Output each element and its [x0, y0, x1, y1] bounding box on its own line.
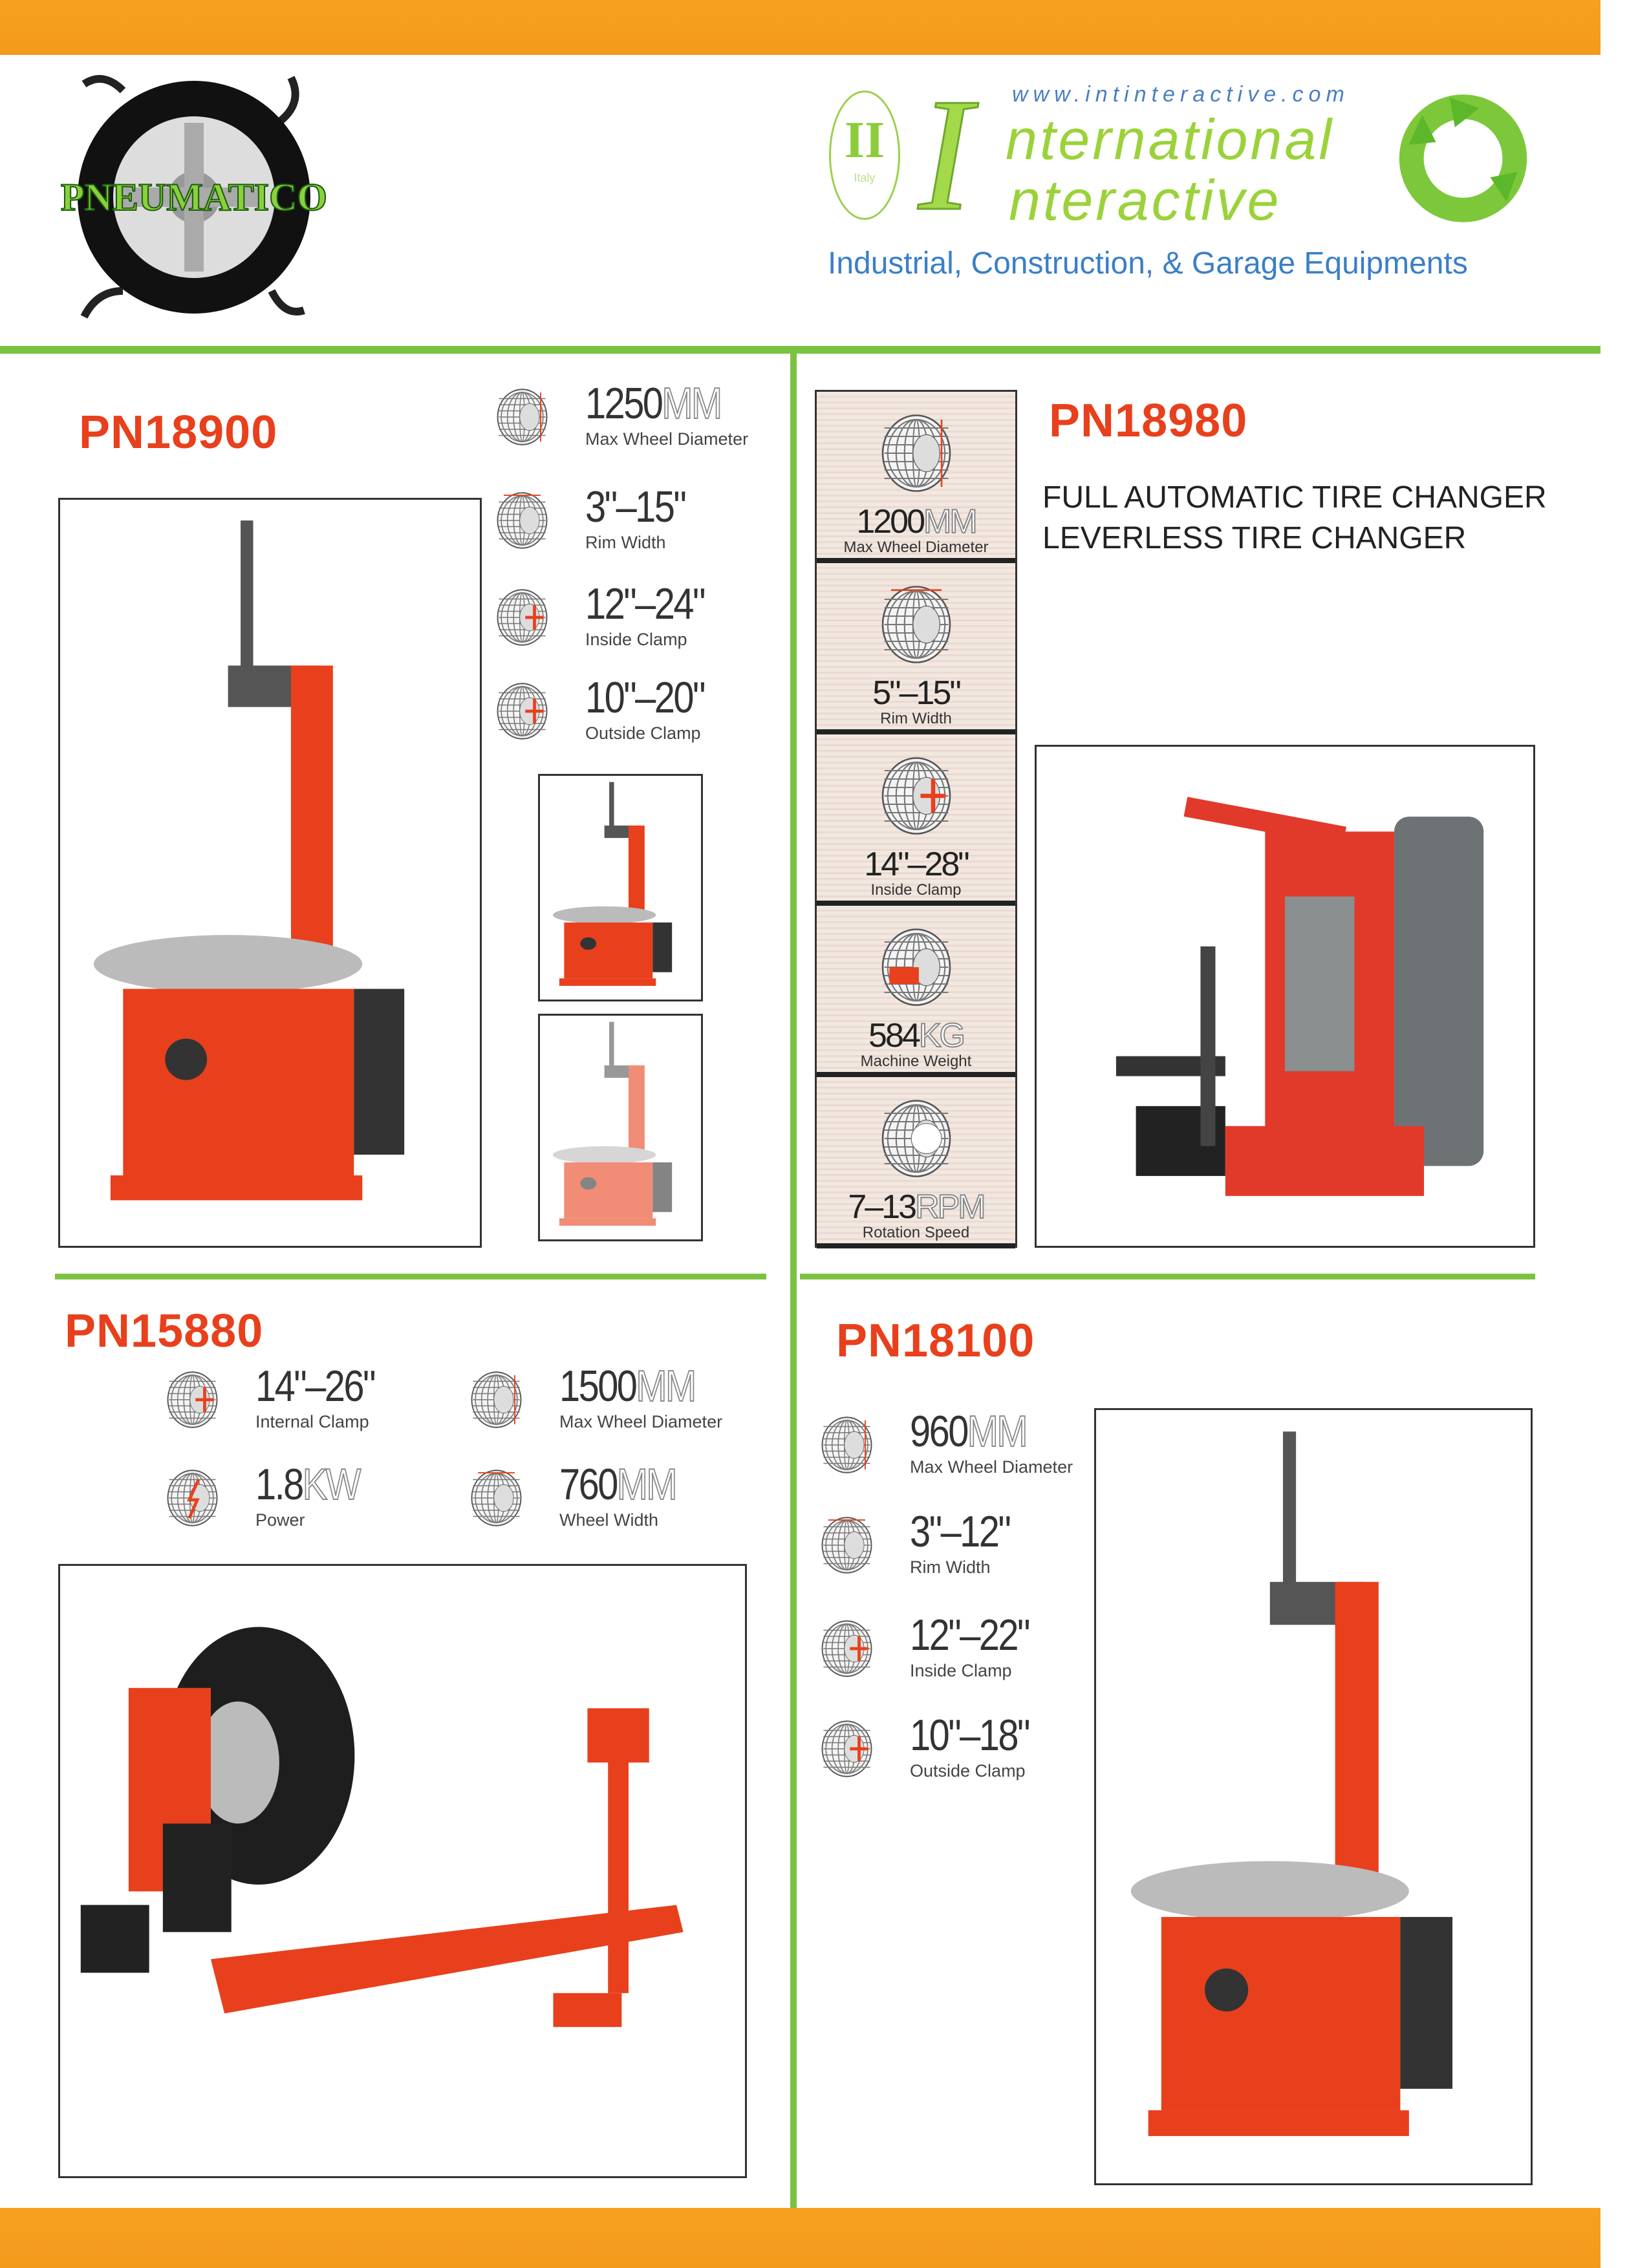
model-title: PN18900 [79, 407, 278, 458]
tire-rim-width-icon [466, 1462, 527, 1534]
spec-item [817, 392, 1015, 563]
tire-gauge-icon [874, 1090, 958, 1187]
product-photo-detail [538, 774, 703, 1001]
spec-value: 1250MM [585, 379, 721, 428]
spec-item [491, 381, 748, 453]
brand-line-1: nternational [1006, 107, 1334, 171]
spec-item [817, 734, 1015, 906]
spec-label: Max Wheel Diameter [910, 1457, 1073, 1477]
spec-column [815, 390, 1017, 1248]
spec-item [491, 482, 703, 556]
spec-value: 12"–22" [910, 1610, 1029, 1660]
spec-label: Wheel Width [559, 1510, 659, 1530]
spec-value: 10"–18" [910, 1711, 1029, 1760]
spec-item [466, 1364, 722, 1435]
spec-label: Outside Clamp [910, 1761, 1026, 1781]
tire-inside-clamp-icon [162, 1364, 223, 1435]
spec-label: Rim Width [910, 1557, 991, 1577]
product-photo-main [1094, 1408, 1533, 2185]
spec-value: 14"–28" [864, 846, 968, 883]
tire-rim-width-icon [874, 576, 958, 673]
bottom-banner [0, 2208, 1600, 2268]
spec-label: Rim Width [585, 533, 666, 552]
tire-rim-width-icon [816, 1510, 878, 1581]
spec-value: 960MM [910, 1407, 1027, 1456]
tire-outside-clamp-icon [816, 1713, 878, 1784]
spec-value: 1.8KW [255, 1460, 360, 1509]
spec-item [491, 579, 725, 653]
tire-power-icon [162, 1462, 223, 1534]
spec-label: Max Wheel Diameter [843, 539, 989, 556]
spec-label: Inside Clamp [585, 630, 687, 649]
spec-value: 7–13RPM [848, 1188, 984, 1226]
spec-value: 584KG [868, 1017, 964, 1054]
spec-label: Power [255, 1510, 305, 1530]
header-divider [0, 346, 1600, 354]
tire-diameter-icon [874, 405, 958, 502]
spec-value: 3"–15" [585, 482, 685, 531]
logo-text: PNEUMATICO [60, 176, 328, 219]
spec-label: Machine Weight [860, 1053, 972, 1070]
spec-value: 5"–15" [872, 674, 960, 712]
tire-inside-clamp-icon [491, 582, 553, 653]
spec-item [816, 1713, 1050, 1784]
spec-label: Outside Clamp [585, 723, 701, 743]
tire-weight-icon [874, 919, 958, 1016]
spec-item [162, 1364, 395, 1435]
badge-country: Italy [854, 171, 876, 184]
spec-item [162, 1462, 378, 1534]
spec-value: 10"–20" [585, 673, 704, 722]
product-photo-detail [538, 1014, 703, 1241]
spec-value: 3"–12" [910, 1507, 1010, 1556]
spec-value: 1200MM [856, 503, 976, 540]
spec-item [491, 673, 725, 747]
spec-item [816, 1507, 1028, 1581]
spec-value: 12"–24" [585, 579, 704, 628]
tire-changer-machine [540, 776, 701, 1000]
spec-item [817, 1077, 1015, 1248]
spec-label: Inside Clamp [870, 881, 962, 899]
model-title: PN15880 [65, 1305, 264, 1357]
spec-label: Rotation Speed [862, 1224, 970, 1241]
tire-changer-machine [60, 500, 480, 1246]
spec-label: Internal Clamp [255, 1412, 369, 1431]
product-photo-main [58, 1564, 747, 2178]
spec-item [466, 1462, 696, 1534]
tagline: Industrial, Construction, & Garage Equipments [828, 246, 1468, 281]
tire-rim-width-icon [491, 485, 553, 556]
tire-changer-machine [1037, 747, 1533, 1246]
left-mid-divider [55, 1274, 766, 1279]
brand-line-2: nteractive [1009, 168, 1282, 232]
spec-label: Inside Clamp [910, 1661, 1012, 1680]
spec-item [817, 563, 1015, 734]
brand-initial: I [918, 65, 973, 244]
spec-label: Rim Width [880, 710, 952, 727]
badge-letters: II [844, 112, 885, 169]
tire-inside-clamp-icon [874, 747, 958, 844]
tire-changer-machine [540, 1016, 701, 1239]
recycle-arrows-icon [1394, 91, 1533, 226]
right-mid-divider [800, 1274, 1535, 1279]
spec-item [816, 1409, 1073, 1481]
product-photo-main [1035, 745, 1535, 1248]
tire-diameter-icon [466, 1364, 527, 1435]
spec-value: 760MM [559, 1460, 676, 1509]
product-photo-main [58, 498, 482, 1248]
model-title: PN18980 [1049, 395, 1248, 447]
spec-label: Max Wheel Diameter [559, 1412, 723, 1431]
pneumatico-logo [58, 58, 330, 336]
website-url[interactable]: www.intinteractive.com [1012, 82, 1350, 107]
tire-changer-machine [1096, 1410, 1531, 2183]
spec-value: 1500MM [559, 1362, 695, 1411]
tire-inside-clamp-icon [816, 1613, 878, 1684]
model-title: PN18100 [836, 1315, 1035, 1367]
product-description: FULL AUTOMATIC TIRE CHANGER [1042, 480, 1547, 515]
spec-item [816, 1610, 1050, 1684]
spec-value: 14"–26" [255, 1362, 374, 1411]
spec-label: Max Wheel Diameter [585, 429, 749, 449]
vertical-divider [790, 354, 797, 2208]
italy-badge [829, 91, 900, 220]
tire-diameter-icon [491, 381, 553, 453]
spec-item [817, 906, 1015, 1077]
product-description: LEVERLESS TIRE CHANGER [1042, 521, 1467, 555]
tire-diameter-icon [816, 1409, 878, 1481]
tire-outside-clamp-icon [491, 676, 553, 747]
truck-tire-changer-machine [60, 1566, 745, 2176]
top-banner [0, 0, 1600, 55]
